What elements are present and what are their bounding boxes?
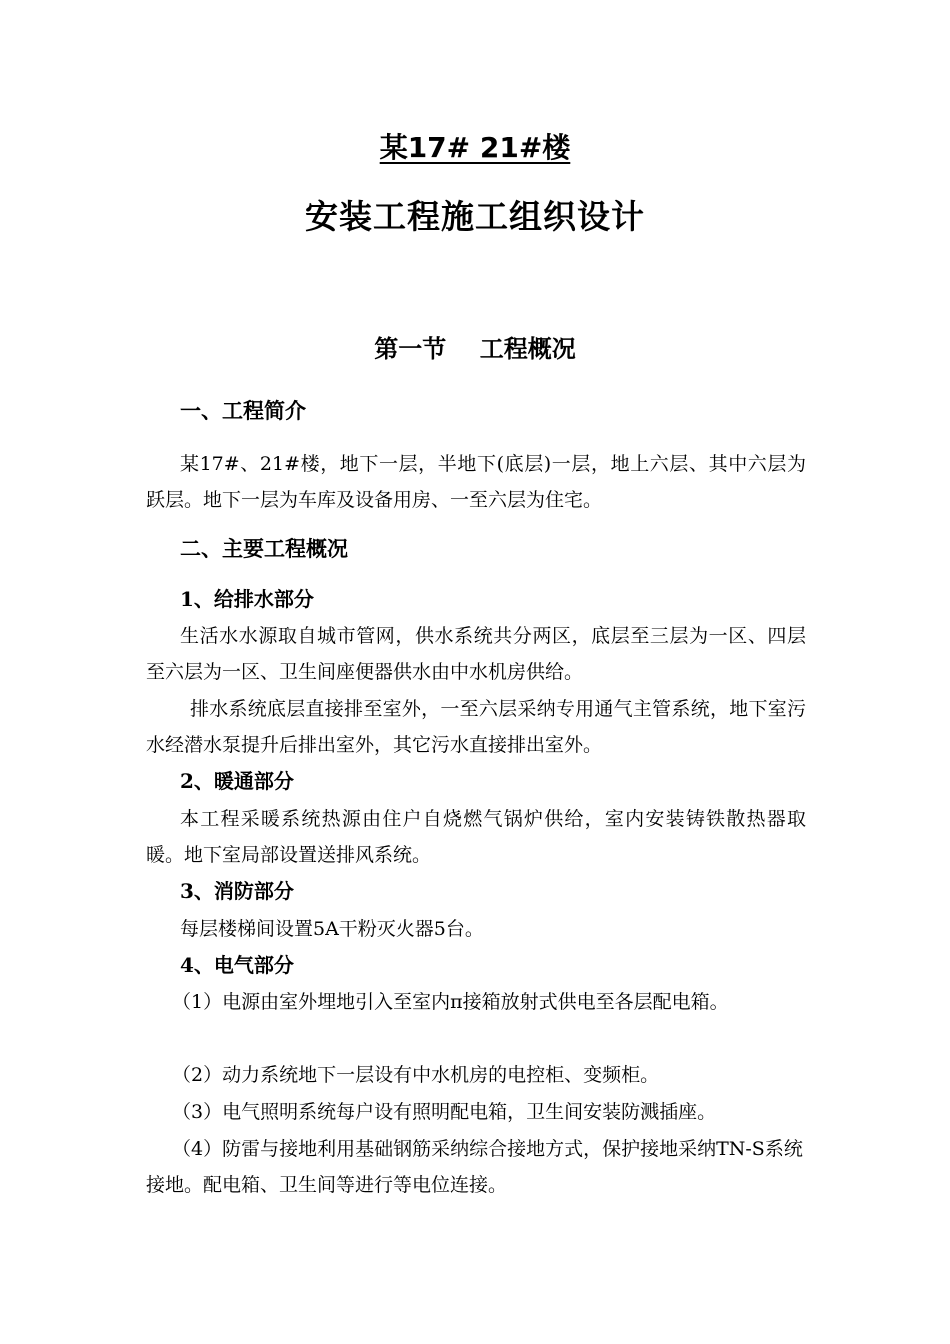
document-title-building: 某17# 21#楼 bbox=[379, 131, 571, 164]
paragraph-electrical-4: （4）防雷与接地利用基础钢筋采纳综合接地方式，保护接地采纳TN-S系统接地。配电箱、卫生间等进行等电位连接。 bbox=[146, 1138, 803, 1196]
heading-fire-protection: 3、消防部分 bbox=[180, 879, 294, 903]
heading-hvac: 2、暖通部分 bbox=[180, 769, 294, 793]
paragraph-water-supply: 生活水水源取自城市管网，供水系统共分两区，底层至三层为一区、四层至六层为一区、卫生间座便器供水由中水机房供给。 bbox=[146, 625, 806, 683]
heading-water-supply-drainage: 1、给排水部分 bbox=[180, 587, 314, 611]
paragraph-fire-protection: 每层楼梯间设置5A干粉灭火器5台。 bbox=[180, 918, 484, 940]
section-heading: 第一节 工程概况 bbox=[374, 334, 576, 363]
paragraph-electrical-2: （2）动力系统地下一层设有中水机房的电控柜、变频柜。 bbox=[172, 1064, 660, 1086]
paragraph-hvac: 本工程采暖系统热源由住户自烧燃气锅炉供给，室内安装铸铁散热器取暖。地下室局部设置送排风系统。 bbox=[146, 808, 806, 866]
heading-project-intro: 一、工程简介 bbox=[180, 398, 306, 423]
heading-main-overview: 二、主要工程概况 bbox=[180, 536, 348, 561]
paragraph-electrical-1: （1）电源由室外埋地引入至室内π接箱放射式供电至各层配电箱。 bbox=[172, 991, 729, 1013]
heading-electrical: 4、电气部分 bbox=[180, 953, 294, 977]
paragraph-project-intro: 某17#、21#楼，地下一层，半地下(底层)一层，地上六层、其中六层为跃层。地下一层为车库及设备用房、一至六层为住宅。 bbox=[146, 453, 806, 511]
paragraph-drainage: 排水系统底层直接排至室外，一至六层采纳专用通气主管系统，地下室污水经潜水泵提升后排出室外，其它污水直接排出室外。 bbox=[146, 698, 806, 756]
document-title: 安装工程施工组织设计 bbox=[305, 197, 645, 236]
paragraph-electrical-3: （3）电气照明系统每户设有照明配电箱，卫生间安装防溅插座。 bbox=[172, 1101, 717, 1123]
